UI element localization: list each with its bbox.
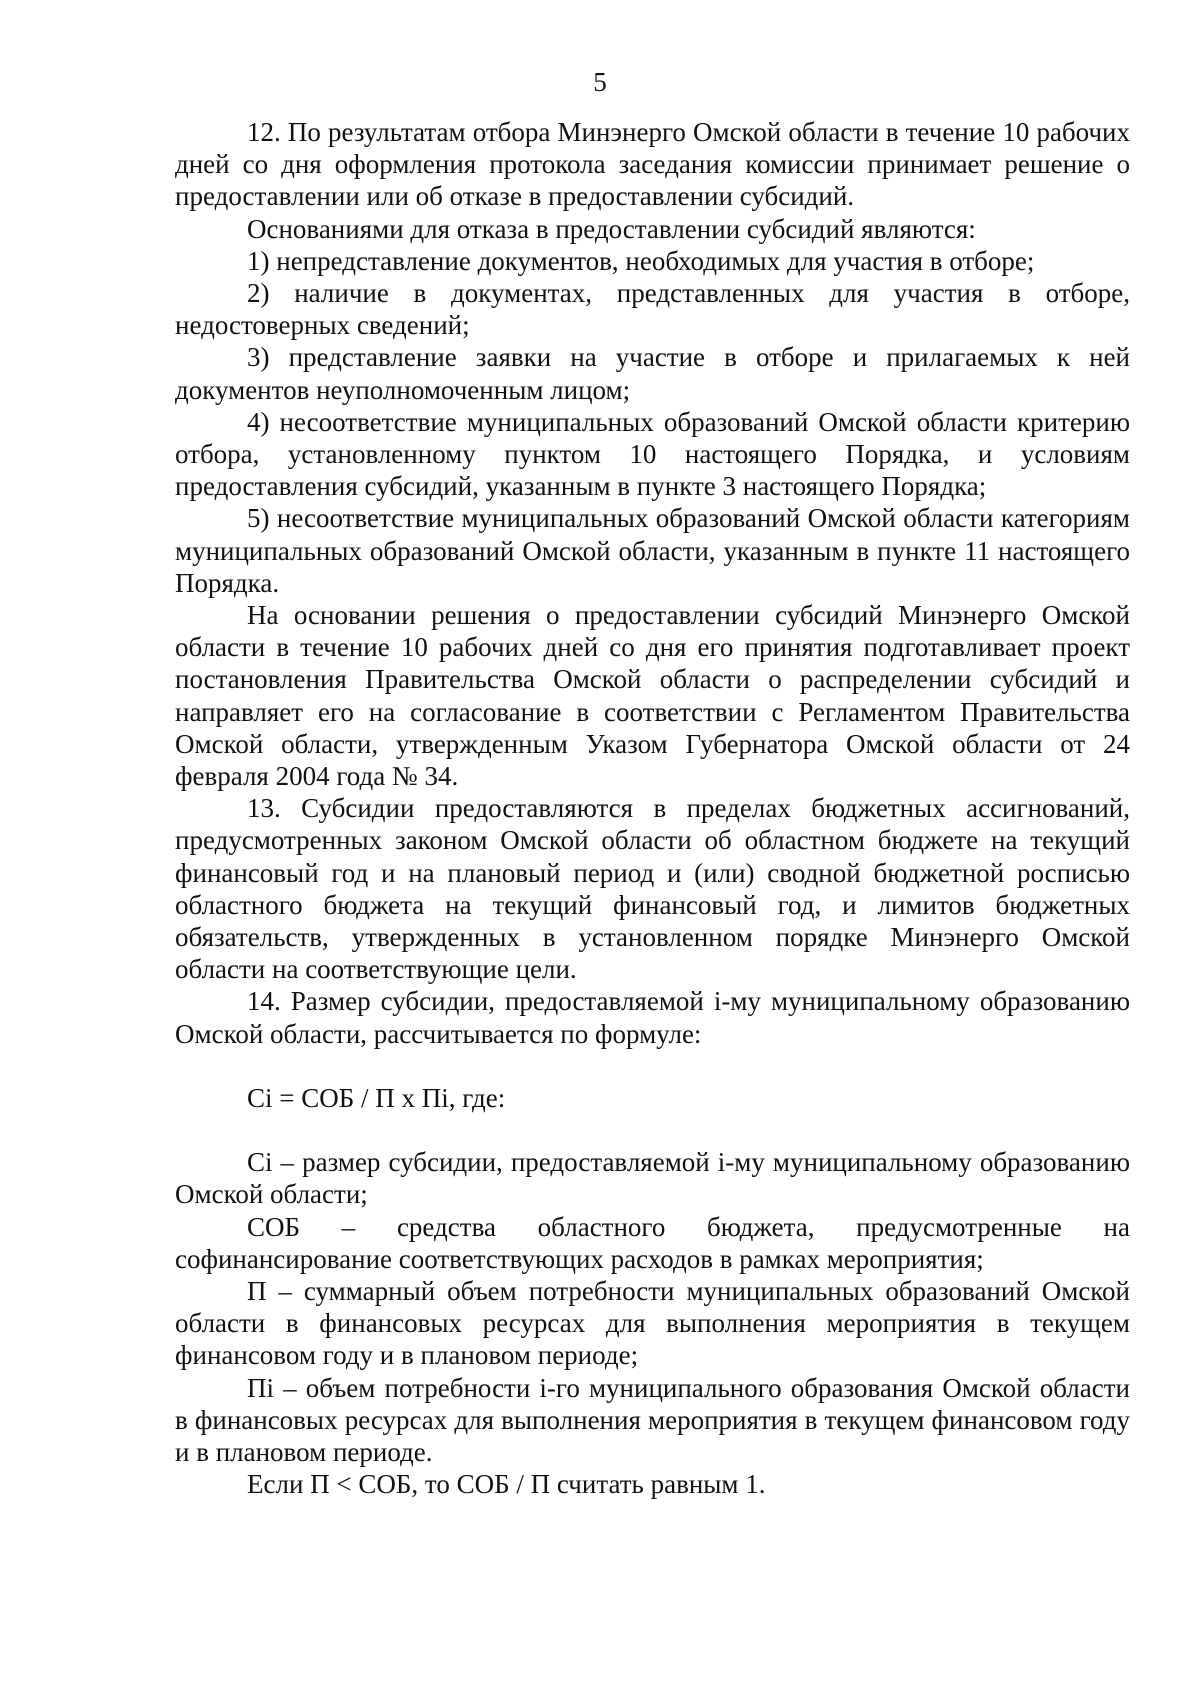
subsidy-formula: Ci = СОБ / П х Пi, где: (247, 1082, 506, 1113)
paragraph-distribution-resolution: На основании решения о предоставлении субсидий Минэнерго Омской области в течение 10 рабочих дней со дня его принятия подготавливает проект постановления Правительства Омской области о распределении субсидий и направляет его на согласование в соответствии с Регламентом Правительства Омской области, утвержденным Указом Губернатора Омской области от 24 февраля 2004 года № 34. (175, 600, 1130, 792)
paragraph-item-13-budget: 13. Субсидии предоставляются в пределах бюджетных ассигнований, предусмотренных законом Омской области об областном бюджете на текущий финансовый год и на плановый период и (или) сводной бюджетной росписью областного бюджета на текущий финансовый год, и лимитов бюджетных обязательств, утвержденных в установленном порядке Минэнерго Омской области на соответствующие цели. (175, 793, 1130, 985)
document-body (175, 116, 1130, 1500)
paragraph-item-14-size: 14. Размер субсидии, предоставляемой i-му муниципальному образованию Омской области, рассчитывается по формуле: (175, 986, 1130, 1049)
paragraph-refusal-grounds: Основаниями для отказа в предоставлении субсидий являются: (247, 213, 976, 244)
list-item-refusal-3: 3) представление заявки на участие в отборе и прилагаемых к ней документов неуполномоченным лицом; (175, 342, 1130, 405)
definition-sob: СОБ – средства областного бюджета, предусмотренные на софинансирование соответствующих расходов в рамках мероприятия; (175, 1211, 1130, 1274)
page-number: 5 (593, 67, 607, 97)
paragraph-ratio-rule: Если П < СОБ, то СОБ / П считать равным 1. (247, 1469, 766, 1500)
list-item-refusal-4: 4) несоответствие муниципальных образований Омской области критерию отбора, установленному пунктом 10 настоящего Порядка, и условиям предоставления субсидий, указанным в пункте 3 настоящего Порядка; (175, 406, 1130, 502)
definition-ci: Ci – размер субсидии, предоставляемой i-му муниципальному образованию Омской области; (175, 1147, 1130, 1210)
list-item-refusal-1: 1) непредставление документов, необходимых для участия в отборе; (247, 245, 1035, 276)
definition-pi: Пi – объем потребности i-го муниципального образования Омской области в финансовых ресурсах для выполнения мероприятия в текущем финансовом году и в плановом периоде. (175, 1372, 1130, 1467)
list-item-refusal-2: 2) наличие в документах, представленных для участия в отборе, недостоверных сведений; (175, 278, 1130, 341)
definition-p: П – суммарный объем потребности муниципальных образований Омской области в финансовых ресурсах для выполнения мероприятия в текущем финансовом году и в плановом периоде; (175, 1275, 1130, 1371)
paragraph-item-12-decision: 12. По результатам отбора Минэнерго Омской области в течение 10 рабочих дней со дня оформления протокола заседания комиссии принимает решение о предоставлении или об отказе в предоставлении субсидий. (175, 117, 1130, 212)
list-item-refusal-5: 5) несоответствие муниципальных образований Омской области категориям муниципальных образований Омской области, указанным в пункте 11 настоящего Порядка. (175, 503, 1130, 598)
